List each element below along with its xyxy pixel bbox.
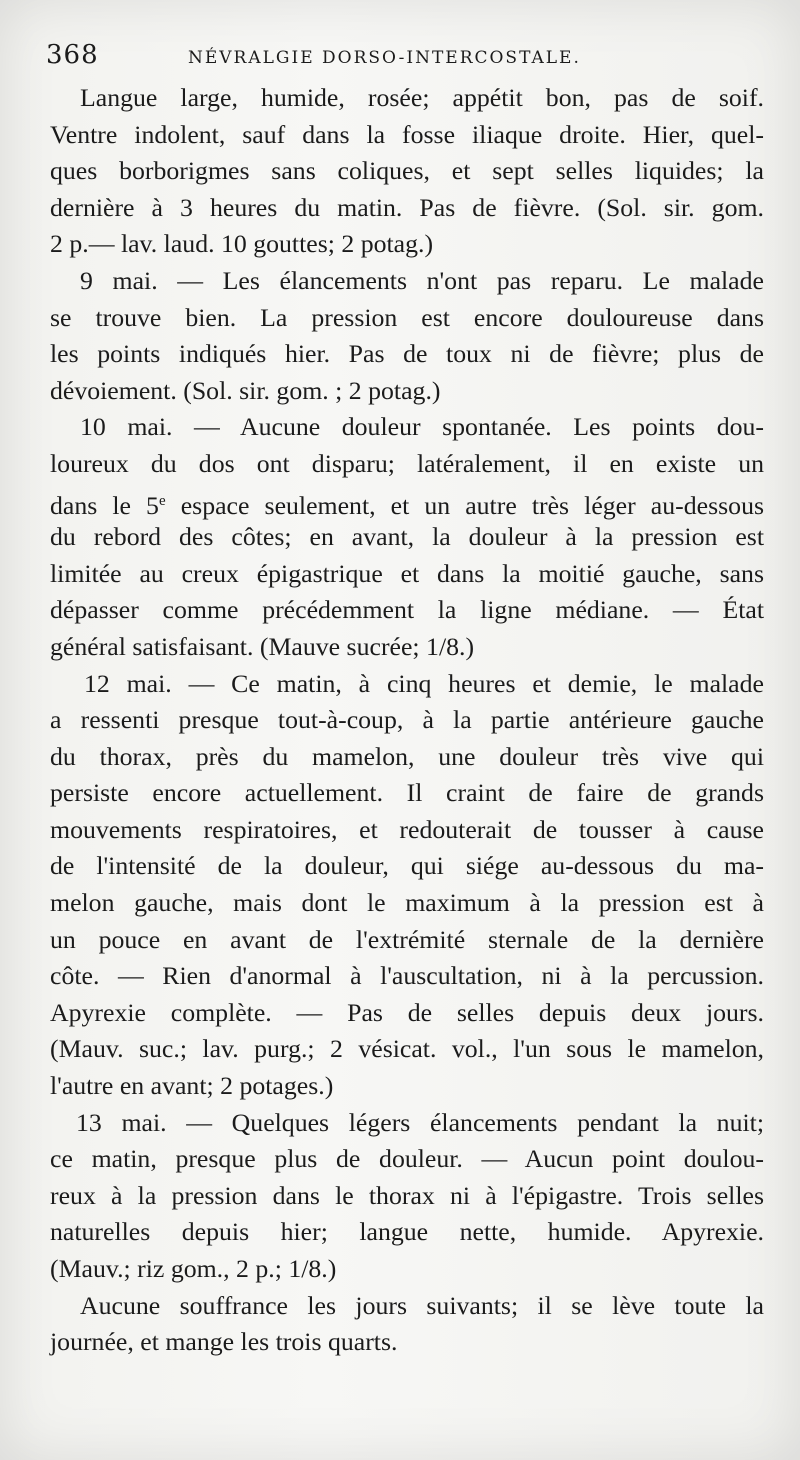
text-fragment: dans le 5: [50, 490, 159, 520]
text-line: dernière à 3 heures du matin. Pas de fièvre. (Sol. sir. gom.: [50, 192, 764, 222]
text-line: reux à la pression dans le thorax ni à l'épigastre. Trois selles: [50, 1180, 764, 1210]
text-line: naturelles depuis hier; langue nette, humide. Apyrexie.: [50, 1217, 764, 1247]
text-line: se trouve bien. La pression est encore douloureuse dans: [50, 302, 764, 332]
text-line: mouvements respiratoires, et redouterait de tousser à cause: [50, 814, 764, 844]
text-line: [50, 483, 764, 520]
text-line: dévoiement. (Sol. sir. gom. ; 2 potag.): [50, 375, 441, 405]
text-line: l'autre en avant; 2 potages.): [50, 1071, 334, 1101]
text-line: journée, et mange les trois quarts.: [50, 1327, 398, 1357]
text-line: loureux du dos ont disparu; latéralement, il en existe un: [50, 448, 764, 478]
body-text: [50, 80, 764, 1361]
text-line: (Mauv. suc.; lav. purg.; 2 vésicat. vol., l'un sous le mamelon,: [50, 1034, 764, 1064]
text-line: les points indiqués hier. Pas de toux ni de fièvre; plus de: [50, 339, 764, 369]
text-line: melon gauche, mais dont le maximum à la pression est à: [50, 888, 764, 918]
text-line: du thorax, près du mamelon, une douleur très vive qui: [50, 741, 764, 771]
text-line: ques borborigmes sans coliques, et sept selles liquides; la: [50, 156, 764, 186]
superscript: e: [158, 492, 166, 509]
text-line: a ressenti presque tout-à-coup, à la partie antérieure gauche: [50, 705, 764, 735]
text-line: (Mauv.; riz gom., 2 p.; 1/8.): [50, 1254, 337, 1283]
text-line: ce matin, presque plus de douleur. — Aucun point doulou-: [50, 1144, 764, 1174]
text-line: un pouce en avant de l'extrémité sternale de la dernière: [50, 924, 764, 954]
text-line: dépasser comme précédemment la ligne médiane. — État: [50, 595, 764, 625]
running-head: NÉVRALGIE DORSO-INTERCOSTALE.: [188, 48, 581, 68]
text-line: général satisfaisant. (Mauve sucrée; 1/8.): [50, 631, 475, 661]
text-line: Ventre indolent, sauf dans la fosse iliaque droite. Hier, quel-: [50, 119, 764, 149]
text-line: 13 mai. — Quelques légers élancements pendant la nuit;: [76, 1107, 764, 1137]
text-line: Langue large, humide, rosée; appétit bon, pas de soif.: [80, 83, 764, 112]
page-number: 368: [46, 40, 99, 70]
text-line: Aucune souffrance les jours suivants; il se lève toute la: [80, 1290, 764, 1320]
text-line: 9 mai. — Les élancements n'ont pas reparu. Le malade: [80, 265, 764, 295]
text-fragment: espace seulement, et un autre très léger au-dessous: [165, 490, 765, 520]
text-line: persiste encore actuellement. Il craint de faire de grands: [50, 778, 764, 808]
text-line: de l'intensité de la douleur, qui siége au-dessous du ma-: [50, 851, 764, 881]
text-line: côte. — Rien d'anormal à l'auscultation, ni à la percussion.: [50, 961, 764, 991]
text-line: 2 p.— lav. laud. 10 gouttes; 2 potag.): [50, 229, 434, 259]
page-header: [46, 40, 760, 80]
text-line: limitée au creux épigastrique et dans la moitié gauche, sans: [50, 558, 764, 588]
text-line: du rebord des côtes; en avant, la douleur à la pression est: [50, 522, 764, 552]
text-line: Apyrexie complète. — Pas de selles depuis deux jours.: [50, 997, 764, 1027]
text-line: 12 mai. — Ce matin, à cinq heures et demie, le malade: [84, 668, 764, 698]
text-line: 10 mai. — Aucune douleur spontanée. Les points dou-: [80, 412, 764, 442]
